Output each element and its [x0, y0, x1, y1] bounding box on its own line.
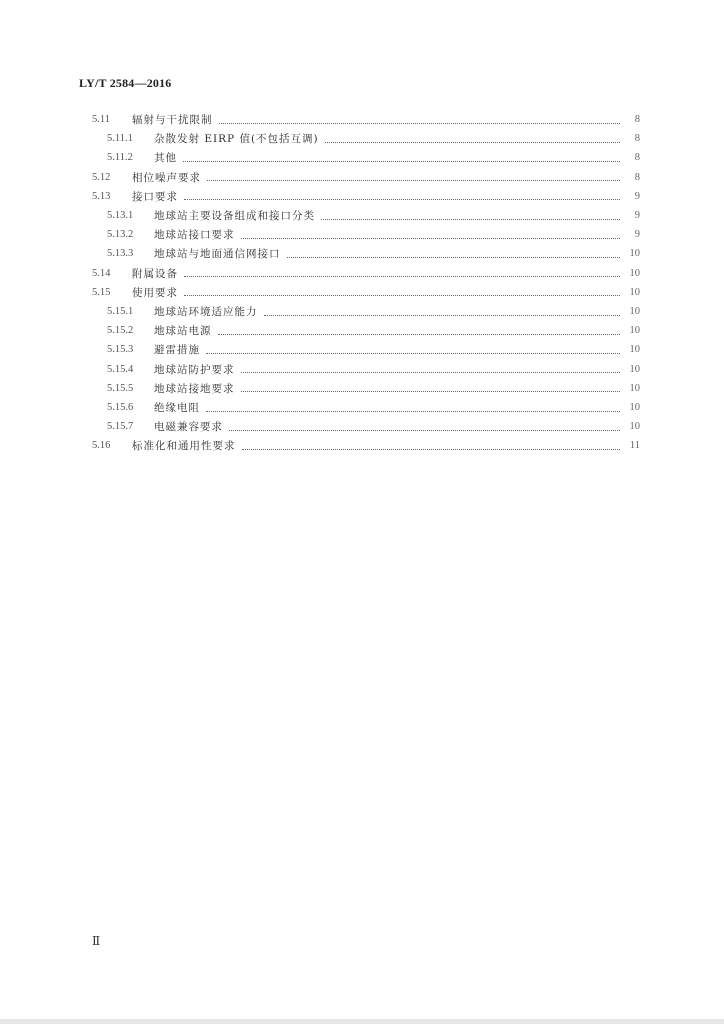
toc-entry-title: 绝缘电阻: [154, 402, 200, 414]
toc-entry[interactable]: [107, 379, 640, 398]
toc-entry-page: 9: [634, 210, 640, 221]
toc-entry-title: 电磁兼容要求: [154, 421, 223, 434]
toc-leader-dots: [321, 218, 620, 220]
toc-entry-title: 地球站与地面通信网接口: [154, 248, 281, 261]
toc-entry-page: 10: [629, 267, 640, 279]
toc-entry-title: 避雷措施: [154, 344, 200, 357]
toc-leader-dots: [287, 256, 621, 258]
toc-leader-dots: [219, 122, 621, 124]
toc-entry-title: 相位噪声要求: [132, 171, 201, 184]
toc-leader-dots: [207, 179, 620, 181]
toc-leader-dots: [218, 333, 621, 335]
toc-entry-page: 8: [634, 171, 640, 183]
toc-entry-title: 地球站接口要求: [154, 229, 235, 242]
toc-entry-title: 杂散发射 EIRP 值(不包括互调): [154, 133, 319, 146]
toc-entry[interactable]: [107, 360, 640, 379]
toc-leader-dots: [229, 429, 620, 431]
toc-entry-page: 10: [629, 402, 640, 413]
toc-entry-page: 10: [629, 382, 640, 394]
page-number: Ⅱ: [92, 934, 101, 948]
toc-entry-title: 使用要求: [132, 286, 178, 299]
toc-entry[interactable]: [107, 398, 640, 417]
toc-entry-page: 10: [629, 363, 640, 375]
toc-leader-dots: [242, 448, 621, 450]
toc-entry[interactable]: [107, 302, 640, 321]
toc-entry[interactable]: [107, 417, 640, 436]
toc-entry-number: 5.15.5: [107, 382, 134, 394]
toc-entry-number: 5.12: [92, 171, 111, 183]
toc-leader-dots: [206, 410, 620, 412]
toc-entry-number: 5.13.1: [107, 210, 134, 221]
toc-entry[interactable]: [92, 110, 640, 129]
toc-entry-number: 5.15.4: [107, 363, 134, 375]
toc-entry[interactable]: [107, 148, 640, 167]
toc-entry-title: 地球站主要设备组成和接口分类: [154, 210, 315, 222]
toc-entry[interactable]: [92, 283, 640, 302]
toc-entry-page: 10: [629, 325, 640, 337]
toc-entry[interactable]: [92, 187, 640, 206]
toc-entry-title: 地球站防护要求: [154, 363, 235, 376]
toc-entry[interactable]: [107, 129, 640, 148]
toc-leader-dots: [206, 352, 620, 354]
toc-leader-dots: [184, 294, 620, 296]
toc-entry-title: 附属设备: [132, 267, 178, 280]
toc-leader-dots: [241, 390, 621, 392]
toc-entry-number: 5.13.2: [107, 229, 134, 241]
toc-entry[interactable]: [92, 436, 640, 455]
toc-entry[interactable]: [107, 321, 640, 340]
toc-leader-dots: [184, 198, 620, 200]
toc-entry-number: 5.13: [92, 190, 111, 202]
toc-entry-page: 11: [629, 440, 640, 452]
document-id-header: LY/T 2584—2016: [79, 76, 172, 90]
toc-entry-page: 10: [629, 421, 640, 433]
page-bottom-edge: [0, 1019, 724, 1024]
toc-entry-number: 5.11.2: [107, 152, 133, 164]
toc-entry-page: 9: [634, 229, 640, 241]
toc-entry[interactable]: [107, 206, 640, 225]
toc-entry-page: 8: [634, 114, 640, 125]
toc-entry-number: 5.11.1: [107, 133, 133, 145]
toc-entry-title: 接口要求: [132, 190, 178, 203]
toc-entry-number: 5.11: [92, 114, 110, 125]
toc-entry-title: 地球站环境适应能力: [154, 306, 258, 318]
toc-entry-number: 5.13.3: [107, 248, 134, 260]
toc-entry-number: 5.15.7: [107, 421, 134, 433]
toc-entry-number: 5.16: [92, 440, 111, 452]
toc-leader-dots: [325, 141, 620, 143]
toc-leader-dots: [264, 314, 621, 316]
toc-entry-page: 8: [634, 152, 640, 164]
toc-entry-title: 标准化和通用性要求: [132, 440, 236, 453]
toc-entry[interactable]: [92, 264, 640, 283]
toc-entry-number: 5.15.1: [107, 306, 134, 317]
toc-entry-title: 其他: [154, 152, 177, 165]
toc-leader-dots: [241, 371, 621, 373]
toc-entry-number: 5.15.2: [107, 325, 134, 337]
toc-entry[interactable]: [107, 225, 640, 244]
toc-entry-page: 9: [634, 190, 640, 202]
toc-entry-page: 10: [629, 344, 640, 356]
toc-entry[interactable]: [107, 340, 640, 359]
toc-entry-number: 5.15.3: [107, 344, 134, 356]
toc-leader-dots: [241, 237, 621, 239]
toc-entry-title: 地球站接地要求: [154, 382, 235, 395]
toc-leader-dots: [184, 275, 620, 277]
toc-entry-title: 地球站电源: [154, 325, 212, 338]
toc-entry-number: 5.15: [92, 286, 111, 298]
toc-entry-number: 5.14: [92, 267, 111, 279]
toc-entry[interactable]: [92, 168, 640, 187]
toc-entry-number: 5.15.6: [107, 402, 134, 413]
toc-entry-title: 辐射与干扰限制: [132, 114, 213, 126]
toc-entry-page: 10: [629, 248, 640, 260]
toc-entry[interactable]: [107, 244, 640, 263]
toc-entry-page: 10: [629, 306, 640, 317]
toc-entry-page: 10: [629, 286, 640, 298]
toc-leader-dots: [183, 160, 620, 162]
toc-entry-page: 8: [634, 133, 640, 145]
